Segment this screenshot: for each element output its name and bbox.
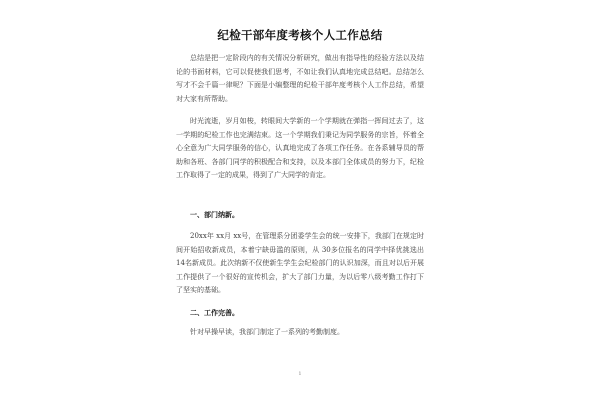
intro-paragraph: 总结是把一定阶段内的有关情况分析研究，做出有指导性的经验方法以及结论的书面材料，它可以促使我们思考，不如让我们认真地完成总结吧。总结怎么写才不会千篇一律呢？下面是小编整理的纪检干部年度考核个人工作总结，希望对大家有所帮助。 [176, 54, 424, 103]
section-heading-recruitment: 一、部门纳新。 [190, 211, 239, 219]
section-heading-improvement: 二、工作完善。 [190, 309, 239, 317]
improvement-paragraph: 针对早操早读，我部门制定了一系列的考勤制度。 [190, 328, 344, 336]
page-number: 1 [298, 371, 302, 377]
recruitment-paragraph: 20xx年 xx月 xx号，在管理系分团委学生会的统一安排下，我部门在规定时间开始招收新成员，本着宁缺毋滥的原则，从 30多位报名的同学中择优挑选出 14名新成员。此次纳新不仅使新生学生会纪检部门的认识加深，而且对以后开展工作提供了一个很好的宣传机会，扩大了部门力量，为以后零八级考勤工作打下了坚实的基础。 [176, 232, 424, 295]
document-title: 纪检干部年度考核个人工作总结 [217, 28, 383, 42]
summary-paragraph: 时光流逝，岁月如梭，转眼间大学新的一个学期就在弹指一挥间过去了，这一学期的纪检工作也完满结束。这一个学期我们秉记为同学服务的宗旨，怀着全心全意为广大同学服务的信心，认真地完成了各项工作任务。在各系辅导员的帮助和各班、各部门同学的积极配合和支持，以及本部门全体成员的努力下，纪检工作取得了一定的成果，得到了广大同学的肯定。 [176, 117, 424, 180]
